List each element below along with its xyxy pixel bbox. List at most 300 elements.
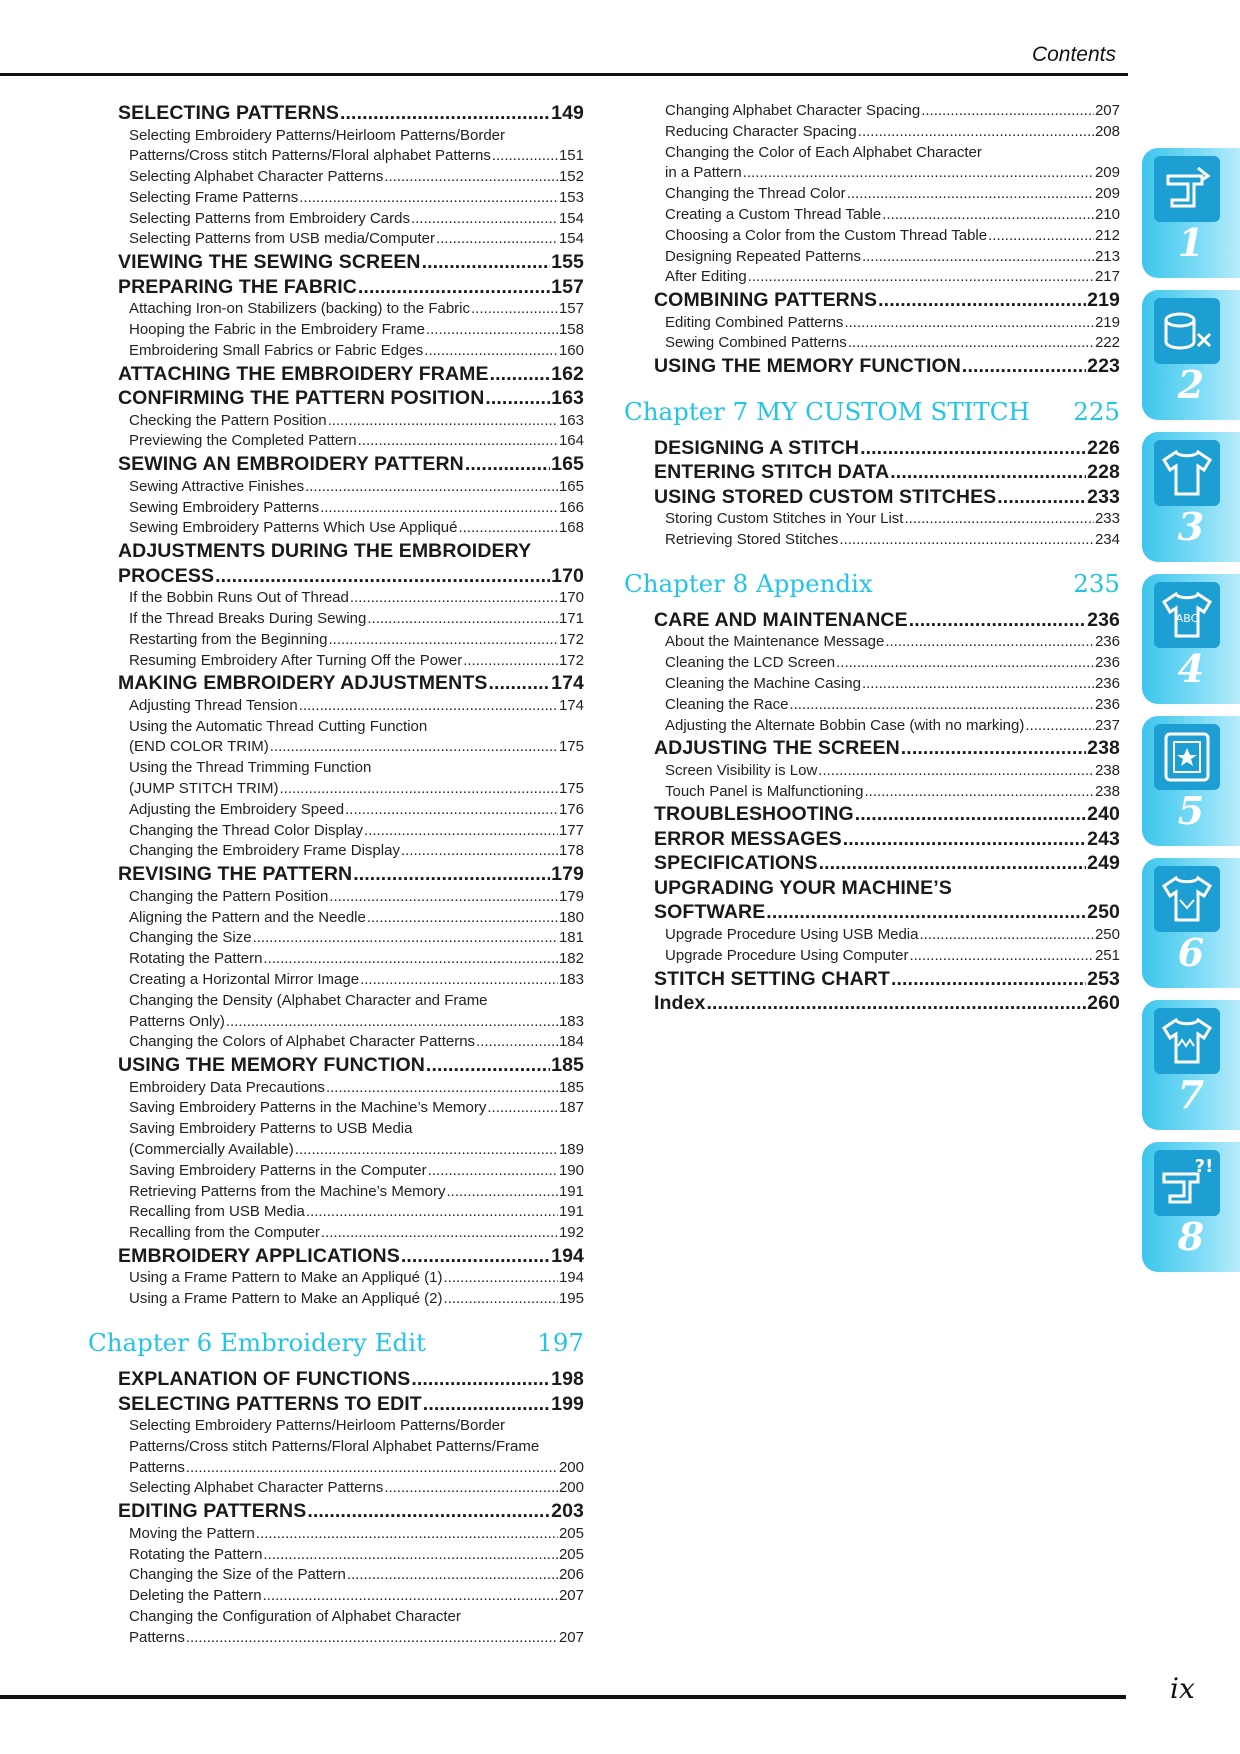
dot-leader (263, 1586, 558, 1607)
toc-entry-title: Saving Embroidery Patterns in the Computer (129, 1161, 427, 1179)
toc-entry-page: 249 (1087, 852, 1120, 875)
toc-subsection-entry[interactable] (118, 1628, 584, 1649)
toc-entry-title: Sewing Embroidery Patterns Which Use Appliqué (129, 519, 458, 537)
toc-subsection-entry[interactable] (118, 609, 584, 630)
chapter-heading-page: 235 (1073, 568, 1120, 598)
toc-entry-page: 165 (551, 453, 584, 476)
toc-entry-title: Patterns Only) (129, 1012, 225, 1030)
toc-section-entry[interactable] (654, 736, 1120, 761)
toc-subsection-entry[interactable] (118, 1289, 584, 1310)
dot-leader (340, 101, 550, 126)
toc-section-entry[interactable] (654, 991, 1120, 1016)
toc-subsection-entry[interactable] (118, 1223, 584, 1244)
toc-subsection-entry[interactable] (118, 696, 584, 717)
toc-subsection-entry[interactable] (118, 1478, 584, 1499)
dot-leader (350, 588, 558, 609)
toc-subsection-entry[interactable] (654, 122, 1120, 143)
dot-leader (706, 991, 1086, 1016)
dot-leader (878, 288, 1086, 313)
toc-entry-page: 237 (1094, 716, 1120, 734)
toc-entry-title: Changing the Density (Alphabet Character and Frame (129, 991, 488, 1009)
toc-section-entry[interactable] (118, 386, 584, 411)
toc-subsection-entry[interactable] (118, 949, 584, 970)
toc-entry-title: PROCESS (118, 564, 215, 587)
toc-section-entry[interactable] (118, 101, 584, 126)
toc-entry-title: Restarting from the Beginning (129, 630, 328, 648)
toc-entry-page: 172 (558, 630, 584, 648)
toc-entry-title: in a Pattern (665, 164, 742, 182)
dot-leader (367, 609, 558, 630)
toc-subsection-entry[interactable] (118, 1140, 584, 1161)
toc-entry-title: EXPLANATION OF FUNCTIONS (118, 1368, 411, 1391)
toc-subsection-entry[interactable] (118, 630, 584, 651)
toc-entry-line[interactable] (118, 1437, 584, 1458)
toc-entry-page: 205 (558, 1524, 584, 1542)
toc-entry-title: Cleaning the LCD Screen (665, 654, 836, 672)
toc-entry-title: Deleting the Pattern (129, 1587, 262, 1605)
toc-entry-page: 183 (558, 1012, 584, 1030)
dot-leader (299, 696, 558, 717)
dot-leader (465, 452, 550, 477)
toc-section-entry[interactable] (118, 564, 584, 589)
dot-leader (328, 411, 558, 432)
dot-leader (428, 1161, 558, 1182)
toc-section-entry[interactable] (118, 275, 584, 300)
chapter-heading-page: 197 (537, 1328, 584, 1358)
toc-subsection-entry[interactable] (118, 887, 584, 908)
toc-entry-page: 223 (1087, 355, 1120, 378)
toc-entry-title: Upgrade Procedure Using USB Media (665, 925, 919, 943)
toc-entry-page: 190 (558, 1161, 584, 1179)
toc-entry-page: 157 (551, 275, 584, 298)
toc-entry-page: 155 (551, 251, 584, 274)
chapter-tab-3[interactable] (1142, 432, 1240, 562)
toc-entry-page: 162 (551, 362, 584, 385)
toc-section-entry[interactable] (654, 288, 1120, 313)
toc-entry-title: Changing the Embroidery Frame Display (129, 842, 400, 860)
toc-entry-page: 172 (558, 651, 584, 669)
chapter-heading[interactable] (624, 397, 1120, 426)
dot-leader (487, 1098, 558, 1119)
toc-subsection-entry[interactable] (118, 229, 584, 250)
dot-leader (215, 564, 550, 589)
toc-entry-page: 187 (558, 1099, 584, 1117)
toc-subsection-entry[interactable] (654, 632, 1120, 653)
dot-leader (490, 362, 551, 387)
toc-entry-page: 170 (551, 564, 584, 587)
toc-entry-title: Adjusting the Alternate Bobbin Case (with no marking) (665, 716, 1025, 734)
toc-entry-title: Embroidering Small Fabrics or Fabric Edges (129, 341, 424, 359)
toc-subsection-entry[interactable] (118, 970, 584, 991)
toc-entry-page: 238 (1087, 737, 1120, 760)
toc-section-entry[interactable] (654, 354, 1120, 379)
toc-entry-title: After Editing (665, 268, 747, 286)
dot-leader (401, 1244, 550, 1269)
dot-leader (789, 695, 1094, 716)
toc-entry-page: 180 (558, 908, 584, 926)
chapter-tab-8[interactable] (1142, 1142, 1240, 1272)
toc-entry-title: ADJUSTMENTS DURING THE EMBROIDERY (118, 540, 532, 563)
toc-section-entry[interactable] (118, 362, 584, 387)
toc-subsection-entry[interactable] (118, 1586, 584, 1607)
toc-section-entry[interactable] (654, 900, 1120, 925)
dot-leader (411, 1367, 550, 1392)
toc-subsection-entry[interactable] (654, 184, 1120, 205)
toc-subsection-entry[interactable] (118, 821, 584, 842)
dot-leader (766, 900, 1086, 925)
toc-entry-page: 236 (1094, 695, 1120, 713)
toc-subsection-entry[interactable] (118, 477, 584, 498)
toc-entry-page: 208 (1094, 122, 1120, 140)
toc-entry-title: SPECIFICATIONS (654, 852, 818, 875)
toc-subsection-entry[interactable] (654, 101, 1120, 122)
toc-subsection-entry[interactable] (118, 341, 584, 362)
dot-leader (847, 184, 1094, 205)
toc-subsection-entry[interactable] (118, 1012, 584, 1033)
toc-subsection-entry[interactable] (118, 651, 584, 672)
dot-leader (862, 674, 1094, 695)
toc-entry-page: 200 (558, 1479, 584, 1497)
dot-leader (263, 949, 558, 970)
dot-leader (423, 1392, 550, 1417)
toc-entry-page: 207 (558, 1628, 584, 1646)
toc-subsection-entry[interactable] (654, 509, 1120, 530)
toc-entry-title: USING STORED CUSTOM STITCHES (654, 485, 997, 508)
toc-subsection-entry[interactable] (654, 313, 1120, 334)
toc-entry-line[interactable] (118, 126, 584, 147)
toc-left-column (88, 101, 584, 1649)
toc-section-entry[interactable] (118, 1367, 584, 1392)
toc-subsection-entry[interactable] (118, 209, 584, 230)
dot-leader (328, 630, 558, 651)
dot-leader (488, 671, 550, 696)
toc-subsection-entry[interactable] (118, 320, 584, 341)
dot-leader (367, 908, 558, 929)
dot-leader (748, 267, 1094, 288)
toc-entry-title: Sewing Combined Patterns (665, 334, 847, 352)
toc-subsection-entry[interactable] (654, 695, 1120, 716)
toc-subsection-entry[interactable] (654, 267, 1120, 288)
toc-entry-page: 177 (558, 821, 584, 839)
toc-entry-title: CARE AND MAINTENANCE (654, 608, 908, 631)
toc-subsection-entry[interactable] (118, 1458, 584, 1479)
toc-entry-page: 234 (1094, 531, 1120, 549)
toc-entry-page: 149 (551, 102, 584, 124)
toc-entry-page: 181 (558, 929, 584, 947)
toc-entry-line[interactable] (118, 758, 584, 779)
dot-leader (904, 509, 1094, 530)
toc-entry-page: 194 (558, 1269, 584, 1287)
toc-entry-title: Moving the Pattern (129, 1524, 255, 1542)
chapter-tab-number: 3 (1177, 504, 1205, 549)
dot-leader (360, 970, 558, 991)
toc-subsection-entry[interactable] (118, 498, 584, 519)
toc-entry-page: 260 (1087, 992, 1120, 1015)
toc-entry-line[interactable] (654, 876, 1120, 901)
dot-leader (424, 341, 558, 362)
toc-entry-line[interactable] (118, 991, 584, 1012)
chapter-tab-7[interactable] (1142, 1000, 1240, 1130)
toc-section-entry[interactable] (654, 460, 1120, 485)
toc-entry-page: 174 (558, 696, 584, 714)
dot-leader (270, 737, 558, 758)
toc-entry-title: Using a Frame Pattern to Make an Appliqué (2) (129, 1290, 443, 1308)
toc-subsection-entry[interactable] (118, 1268, 584, 1289)
dot-leader (919, 925, 1094, 946)
toc-entry-title: Creating a Custom Thread Table (665, 205, 882, 223)
running-header: Contents (1031, 43, 1116, 66)
toc-section-entry[interactable] (118, 1499, 584, 1524)
toc-entry-title: Changing the Colors of Alphabet Character Patterns (129, 1033, 476, 1051)
dot-leader (253, 928, 558, 949)
toc-right-column (624, 101, 1120, 1016)
chapter-heading[interactable] (88, 1328, 584, 1357)
toc-subsection-entry[interactable] (118, 431, 584, 452)
dot-leader (844, 313, 1094, 334)
embroidery-frame-icon (1154, 724, 1220, 790)
toc-entry-title: Aligning the Pattern and the Needle (129, 908, 366, 926)
toc-section-entry[interactable] (654, 802, 1120, 827)
chapter-tab-2[interactable] (1142, 290, 1240, 420)
dot-leader (364, 821, 558, 842)
page-number: ix (1170, 1672, 1195, 1705)
toc-subsection-entry[interactable] (118, 800, 584, 821)
dot-leader (901, 736, 1086, 761)
toc-entry-title: Creating a Horizontal Mirror Image (129, 970, 360, 988)
toc-subsection-entry[interactable] (654, 205, 1120, 226)
toc-subsection-entry[interactable] (654, 761, 1120, 782)
toc-subsection-entry[interactable] (118, 737, 584, 758)
toc-subsection-entry[interactable] (118, 1545, 584, 1566)
toc-entry-page: 228 (1087, 461, 1120, 484)
chapter-tab-4[interactable] (1142, 574, 1240, 704)
toc-subsection-entry[interactable] (654, 946, 1120, 967)
toc-entry-page: 233 (1094, 510, 1120, 528)
toc-entry-title: (END COLOR TRIM) (129, 738, 269, 756)
toc-subsection-entry[interactable] (118, 841, 584, 862)
toc-section-entry[interactable] (118, 1053, 584, 1078)
toc-subsection-entry[interactable] (118, 299, 584, 320)
toc-entry-page: 203 (551, 1500, 584, 1523)
toc-entry-page: 236 (1094, 674, 1120, 692)
toc-section-entry[interactable] (118, 671, 584, 696)
toc-entry-page: 205 (558, 1545, 584, 1563)
toc-subsection-entry[interactable] (654, 653, 1120, 674)
toc-entry-title: Selecting Patterns from USB media/Computer (129, 230, 435, 248)
toc-subsection-entry[interactable] (654, 247, 1120, 268)
toc-entry-title: Selecting Alphabet Character Patterns (129, 1479, 384, 1497)
toc-entry-title: Cleaning the Machine Casing (665, 674, 861, 692)
toc-subsection-entry[interactable] (118, 1182, 584, 1203)
toc-subsection-entry[interactable] (654, 333, 1120, 354)
toc-section-entry[interactable] (118, 862, 584, 887)
dot-leader (909, 946, 1094, 967)
toc-entry-page: 238 (1094, 782, 1120, 800)
toc-entry-page: 243 (1087, 827, 1120, 850)
toc-subsection-entry[interactable] (118, 188, 584, 209)
toc-entry-title: (Commercially Available) (129, 1140, 294, 1158)
toc-entry-title: SOFTWARE (654, 901, 766, 924)
toc-entry-page: 175 (558, 738, 584, 756)
toc-entry-line[interactable] (118, 717, 584, 738)
toc-subsection-entry[interactable] (118, 1078, 584, 1099)
toc-entry-title: Index (654, 992, 706, 1015)
toc-entry-title: Checking the Pattern Position (129, 411, 327, 429)
toc-entry-title: Recalling from the Computer (129, 1224, 320, 1242)
chapter-tab-number: 5 (1177, 788, 1205, 833)
dot-leader (358, 431, 558, 452)
toc-entry-title: Upgrade Procedure Using Computer (665, 946, 909, 964)
toc-entry-title: Changing the Color of Each Alphabet Character (665, 143, 982, 161)
toc-entry-title: Changing the Size of the Pattern (129, 1566, 346, 1584)
toc-subsection-entry[interactable] (118, 908, 584, 929)
toc-section-entry[interactable] (118, 1392, 584, 1417)
toc-subsection-entry[interactable] (118, 1161, 584, 1182)
toc-subsection-entry[interactable] (118, 1032, 584, 1053)
toc-section-entry[interactable] (654, 485, 1120, 510)
toc-entry-title: Reducing Character Spacing (665, 122, 857, 140)
toc-entry-title: Recalling from USB Media (129, 1203, 305, 1221)
toc-section-entry[interactable] (118, 1244, 584, 1269)
toc-entry-title: Screen Visibility is Low (665, 761, 818, 779)
dot-leader (839, 530, 1094, 551)
toc-subsection-entry[interactable] (118, 518, 584, 539)
toc-entry-page: 154 (558, 230, 584, 248)
dot-leader (836, 653, 1094, 674)
toc-subsection-entry[interactable] (118, 1565, 584, 1586)
toc-section-entry[interactable] (654, 827, 1120, 852)
dot-leader (299, 188, 558, 209)
toc-section-entry[interactable] (118, 250, 584, 275)
tshirt-icon (1154, 440, 1220, 506)
dot-leader (263, 1545, 558, 1566)
toc-subsection-entry[interactable] (654, 925, 1120, 946)
toc-entry-title: Sewing Attractive Finishes (129, 477, 305, 495)
toc-entry-page: 165 (558, 477, 584, 495)
toc-entry-page: 219 (1087, 289, 1120, 312)
toc-subsection-entry[interactable] (654, 782, 1120, 803)
toc-subsection-entry[interactable] (654, 674, 1120, 695)
toc-entry-line[interactable] (118, 1119, 584, 1140)
toc-entry-page: 226 (1087, 436, 1120, 459)
chapter-tab-5[interactable] (1142, 716, 1240, 846)
header-rule (0, 73, 1128, 76)
toc-entry-line[interactable] (654, 143, 1120, 164)
toc-subsection-entry[interactable] (118, 1524, 584, 1545)
toc-entry-page: 158 (558, 321, 584, 339)
toc-entry-title: Editing Combined Patterns (665, 313, 844, 331)
toc-entry-line[interactable] (118, 1416, 584, 1437)
chapter-tab-number: 6 (1177, 930, 1205, 975)
toc-entry-line[interactable] (118, 1607, 584, 1628)
toc-entry-page: 163 (551, 387, 584, 410)
toc-subsection-entry[interactable] (118, 146, 584, 167)
toc-entry-title: Sewing Embroidery Patterns (129, 498, 320, 516)
dot-leader (447, 1182, 558, 1203)
toc-section-entry[interactable] (654, 851, 1120, 876)
dot-leader (279, 779, 558, 800)
dot-leader (384, 1478, 558, 1499)
toc-entry-page: 168 (558, 519, 584, 537)
dot-leader (909, 608, 1086, 633)
toc-subsection-entry[interactable] (118, 411, 584, 432)
chapter-tab-number: 7 (1177, 1072, 1205, 1117)
toc-subsection-entry[interactable] (654, 163, 1120, 184)
dot-leader (444, 1268, 558, 1289)
toc-subsection-entry[interactable] (654, 716, 1120, 737)
toc-entry-page: 194 (551, 1244, 584, 1267)
toc-entry-title: Using the Automatic Thread Cutting Function (129, 717, 428, 735)
toc-entry-title: Storing Custom Stitches in Your List (665, 510, 904, 528)
toc-section-entry[interactable] (654, 436, 1120, 461)
toc-entry-title: EDITING PATTERNS (118, 1500, 307, 1523)
dot-leader (988, 226, 1094, 247)
toc-subsection-entry[interactable] (654, 226, 1120, 247)
toc-subsection-entry[interactable] (654, 530, 1120, 551)
toc-entry-line[interactable] (118, 539, 584, 564)
chapter-tab-number: 4 (1177, 646, 1205, 691)
toc-subsection-entry[interactable] (118, 779, 584, 800)
chapter-tab-number: 8 (1177, 1214, 1205, 1259)
chapter-heading[interactable] (624, 569, 1120, 598)
dot-leader (186, 1628, 558, 1649)
toc-entry-page: 250 (1087, 901, 1120, 924)
svg-text:?!: ?! (1194, 1156, 1214, 1177)
toc-entry-page: 164 (558, 432, 584, 450)
toc-section-entry[interactable] (654, 967, 1120, 992)
toc-entry-page: 171 (558, 609, 584, 627)
toc-entry-title: If the Bobbin Runs Out of Thread (129, 589, 349, 607)
toc-entry-title: Attaching Iron-on Stabilizers (backing) to the Fabric (129, 300, 470, 318)
dot-leader (882, 205, 1094, 226)
toc-entry-page: 174 (551, 672, 584, 695)
toc-subsection-entry[interactable] (118, 1098, 584, 1119)
toc-entry-page: 166 (558, 498, 584, 516)
toc-entry-title: Retrieving Patterns from the Machine’s Memory (129, 1182, 446, 1200)
dot-leader (306, 1202, 558, 1223)
toc-entry-page: 209 (1094, 164, 1120, 182)
chapter-tab-6[interactable] (1142, 858, 1240, 988)
toc-subsection-entry[interactable] (118, 1202, 584, 1223)
toc-entry-title: Using a Frame Pattern to Make an Appliqué (1) (129, 1269, 443, 1287)
toc-section-entry[interactable] (654, 608, 1120, 633)
dot-leader (256, 1524, 558, 1545)
dot-leader (426, 1053, 550, 1078)
dot-leader (476, 1032, 558, 1053)
toc-subsection-entry[interactable] (118, 167, 584, 188)
toc-entry-page: 185 (551, 1054, 584, 1077)
dot-leader (321, 1223, 558, 1244)
toc-entry-page: 210 (1094, 205, 1120, 223)
toc-entry-title: Selecting Alphabet Character Patterns (129, 168, 384, 186)
dot-leader (426, 320, 558, 341)
toc-entry-page: 178 (558, 842, 584, 860)
toc-entry-title: DESIGNING A STITCH (654, 436, 860, 459)
chapter-tab-1[interactable] (1142, 148, 1240, 278)
toc-subsection-entry[interactable] (118, 588, 584, 609)
toc-entry-title: ADJUSTING THE SCREEN (654, 737, 900, 760)
dot-leader (463, 651, 558, 672)
dot-leader (353, 862, 550, 887)
toc-subsection-entry[interactable] (118, 928, 584, 949)
toc-entry-title: ENTERING STITCH DATA (654, 461, 890, 484)
dot-leader (860, 436, 1086, 461)
toc-entry-title: SELECTING PATTERNS (118, 102, 340, 124)
toc-entry-page: 157 (558, 300, 584, 318)
toc-entry-title: MAKING EMBROIDERY ADJUSTMENTS (118, 672, 488, 695)
toc-section-entry[interactable] (118, 452, 584, 477)
toc-entry-page: 219 (1094, 313, 1120, 331)
